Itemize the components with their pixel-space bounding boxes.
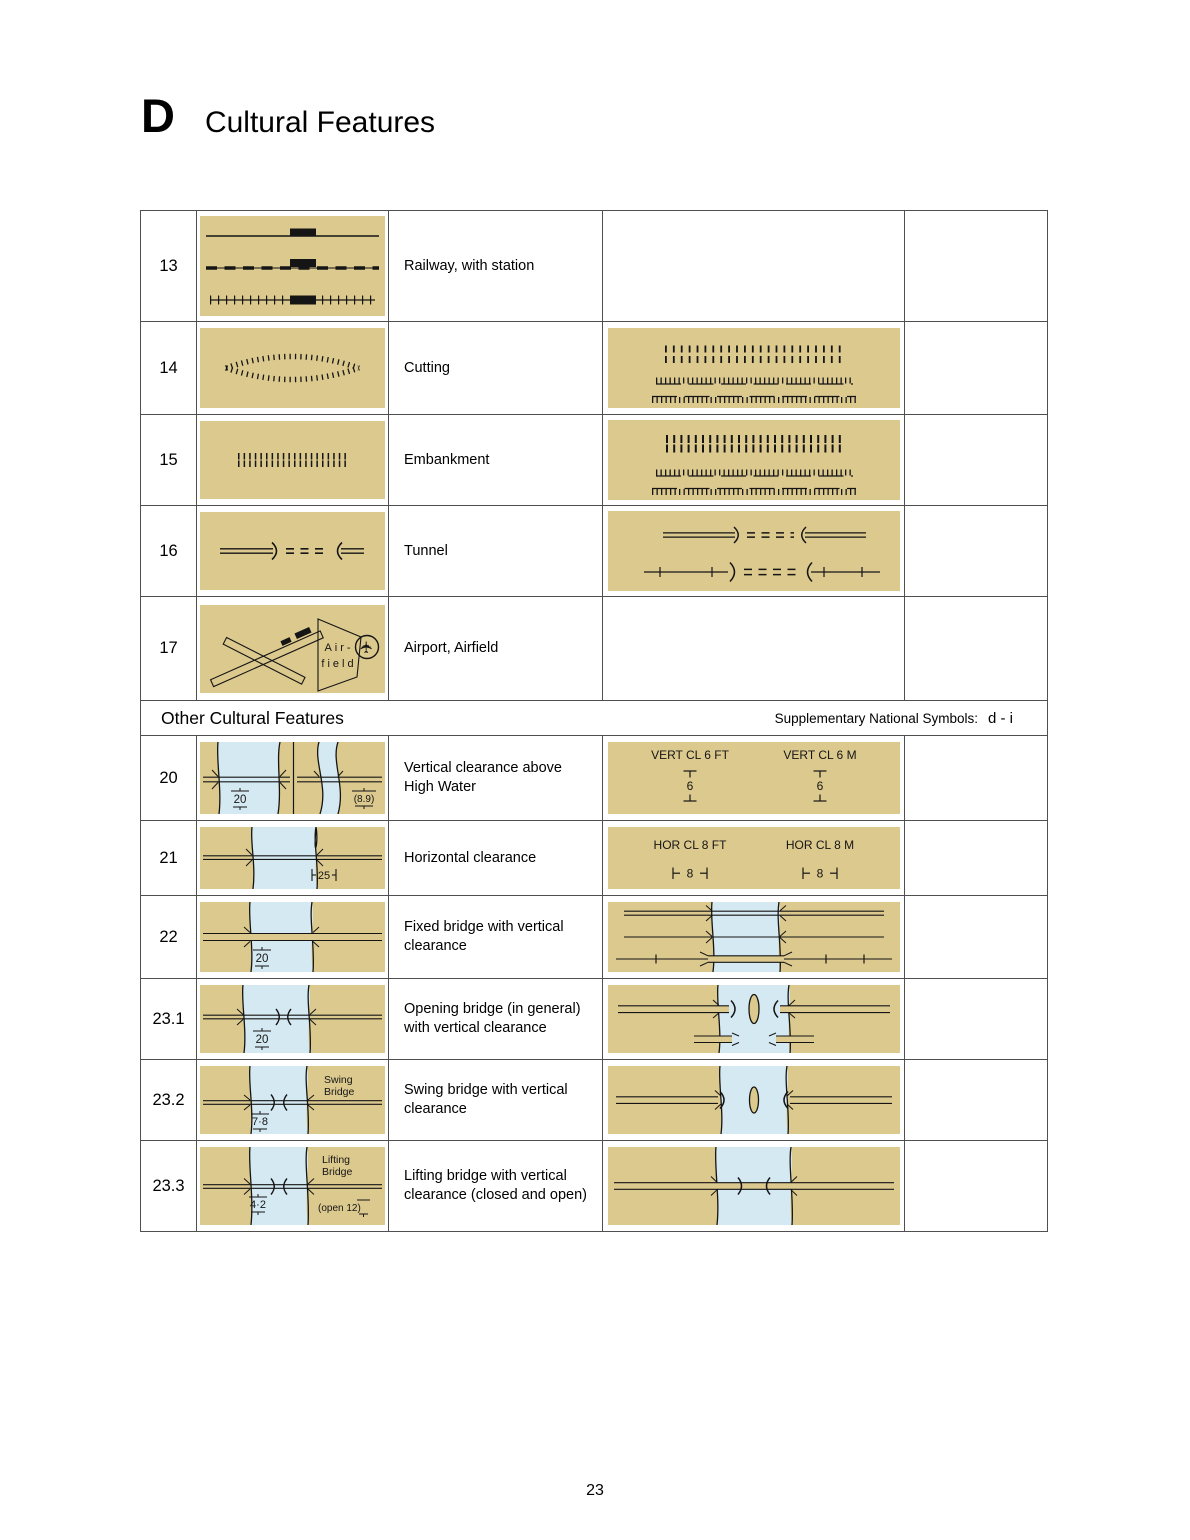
vert-cl-value: 6	[816, 779, 823, 793]
row-description: Embankment	[389, 415, 603, 505]
tunnel-intl-symbol	[608, 511, 900, 591]
clearance-value: 20	[255, 953, 269, 965]
horizontal-clearance-intl-symbol	[608, 827, 900, 889]
table-row	[141, 1141, 1047, 1231]
embankment-symbol	[200, 421, 385, 499]
row-description: Fixed bridge with vertical clearance	[389, 896, 603, 978]
clearance-value: 7·8	[252, 1116, 268, 1128]
lifting-bridge-symbol	[200, 1147, 385, 1225]
airfield-label-line2: field	[321, 657, 357, 670]
swing-bridge-label1: Swing	[324, 1074, 353, 1086]
symbol-table	[140, 210, 1048, 1232]
fixed-bridge-symbol	[200, 902, 385, 972]
page-title	[141, 88, 435, 143]
row-number: 22	[141, 896, 197, 978]
lifting-bridge-intl-symbol	[608, 1147, 900, 1225]
row-number: 23.2	[141, 1060, 197, 1140]
row-description: Lifting bridge with vertical clearance (closed and open)	[389, 1141, 603, 1231]
airfield-label-line1: Air-	[324, 641, 354, 654]
open-clearance-label: (open 12)	[318, 1203, 361, 1214]
row-description: Horizontal clearance	[389, 821, 603, 895]
row-number: 20	[141, 736, 197, 820]
table-row	[141, 979, 1047, 1060]
clearance-value: 20	[255, 1034, 269, 1046]
svg-text:✈: ✈	[359, 639, 376, 654]
row-number: 14	[141, 322, 197, 414]
row-number: 15	[141, 415, 197, 505]
vertical-clearance-symbol	[200, 742, 385, 814]
table-row	[141, 821, 1047, 896]
airport-symbol	[200, 605, 385, 693]
tunnel-symbol	[200, 512, 385, 590]
hor-cl-value: 8	[816, 866, 823, 881]
row-number: 23.3	[141, 1141, 197, 1231]
row-description: Railway, with station	[389, 211, 603, 321]
section-letter: D	[141, 89, 175, 142]
section-title: Cultural Features	[204, 106, 436, 139]
cutting-symbol	[200, 328, 385, 408]
table-row	[141, 597, 1047, 701]
clearance-value: 25	[317, 870, 331, 882]
table-row	[141, 506, 1047, 597]
opening-bridge-intl-symbol	[608, 985, 900, 1053]
row-description: Cutting	[389, 322, 603, 414]
clearance-value: 20	[233, 794, 247, 806]
cutting-intl-symbol	[608, 328, 900, 408]
lifting-bridge-label2: Bridge	[322, 1166, 353, 1178]
table-row	[141, 896, 1047, 979]
table-row	[141, 736, 1047, 821]
embankment-intl-symbol	[608, 420, 900, 500]
supplementary-label: Supplementary National Symbols:	[774, 710, 978, 726]
row-description: Tunnel	[389, 506, 603, 596]
horizontal-clearance-symbol	[200, 827, 385, 889]
lifting-bridge-label1: Lifting	[322, 1154, 351, 1166]
row-description: Opening bridge (in general) with vertical clearance	[389, 979, 603, 1059]
table-row	[141, 1060, 1047, 1141]
row-number: 21	[141, 821, 197, 895]
vertical-clearance-intl-symbol	[608, 742, 900, 814]
page-number: 23	[586, 1482, 604, 1499]
table-row	[141, 322, 1047, 415]
hor-cl-m-label: HOR CL 8 M	[785, 838, 854, 852]
row-number: 17	[141, 597, 197, 700]
hor-cl-ft-label: HOR CL 8 FT	[653, 838, 726, 852]
table-row	[141, 415, 1047, 506]
vert-cl-m-label: VERT CL 6 M	[782, 748, 857, 762]
railway-with-station-symbol	[200, 216, 385, 316]
vert-cl-value: 6	[686, 779, 693, 793]
fixed-bridge-intl-symbol	[608, 902, 900, 972]
row-number: 13	[141, 211, 197, 321]
subheader-title: Other Cultural Features	[161, 707, 344, 728]
clearance-value: 4·2	[250, 1199, 266, 1211]
clearance-value: (8.9)	[353, 794, 375, 805]
row-number: 16	[141, 506, 197, 596]
supplementary-range: d - i	[987, 709, 1013, 727]
opening-bridge-symbol	[200, 985, 385, 1053]
row-description: Vertical clearance above High Water	[389, 736, 603, 820]
row-description: Airport, Airfield	[389, 597, 603, 700]
table-row	[141, 211, 1047, 322]
row-description: Swing bridge with vertical clearance	[389, 1060, 603, 1140]
vert-cl-ft-label: VERT CL 6 FT	[650, 748, 729, 762]
swing-bridge-symbol	[200, 1066, 385, 1134]
hor-cl-value: 8	[686, 866, 693, 881]
swing-bridge-label2: Bridge	[324, 1086, 355, 1098]
section-subheader	[141, 701, 1047, 736]
swing-bridge-intl-symbol	[608, 1066, 900, 1134]
row-number: 23.1	[141, 979, 197, 1059]
